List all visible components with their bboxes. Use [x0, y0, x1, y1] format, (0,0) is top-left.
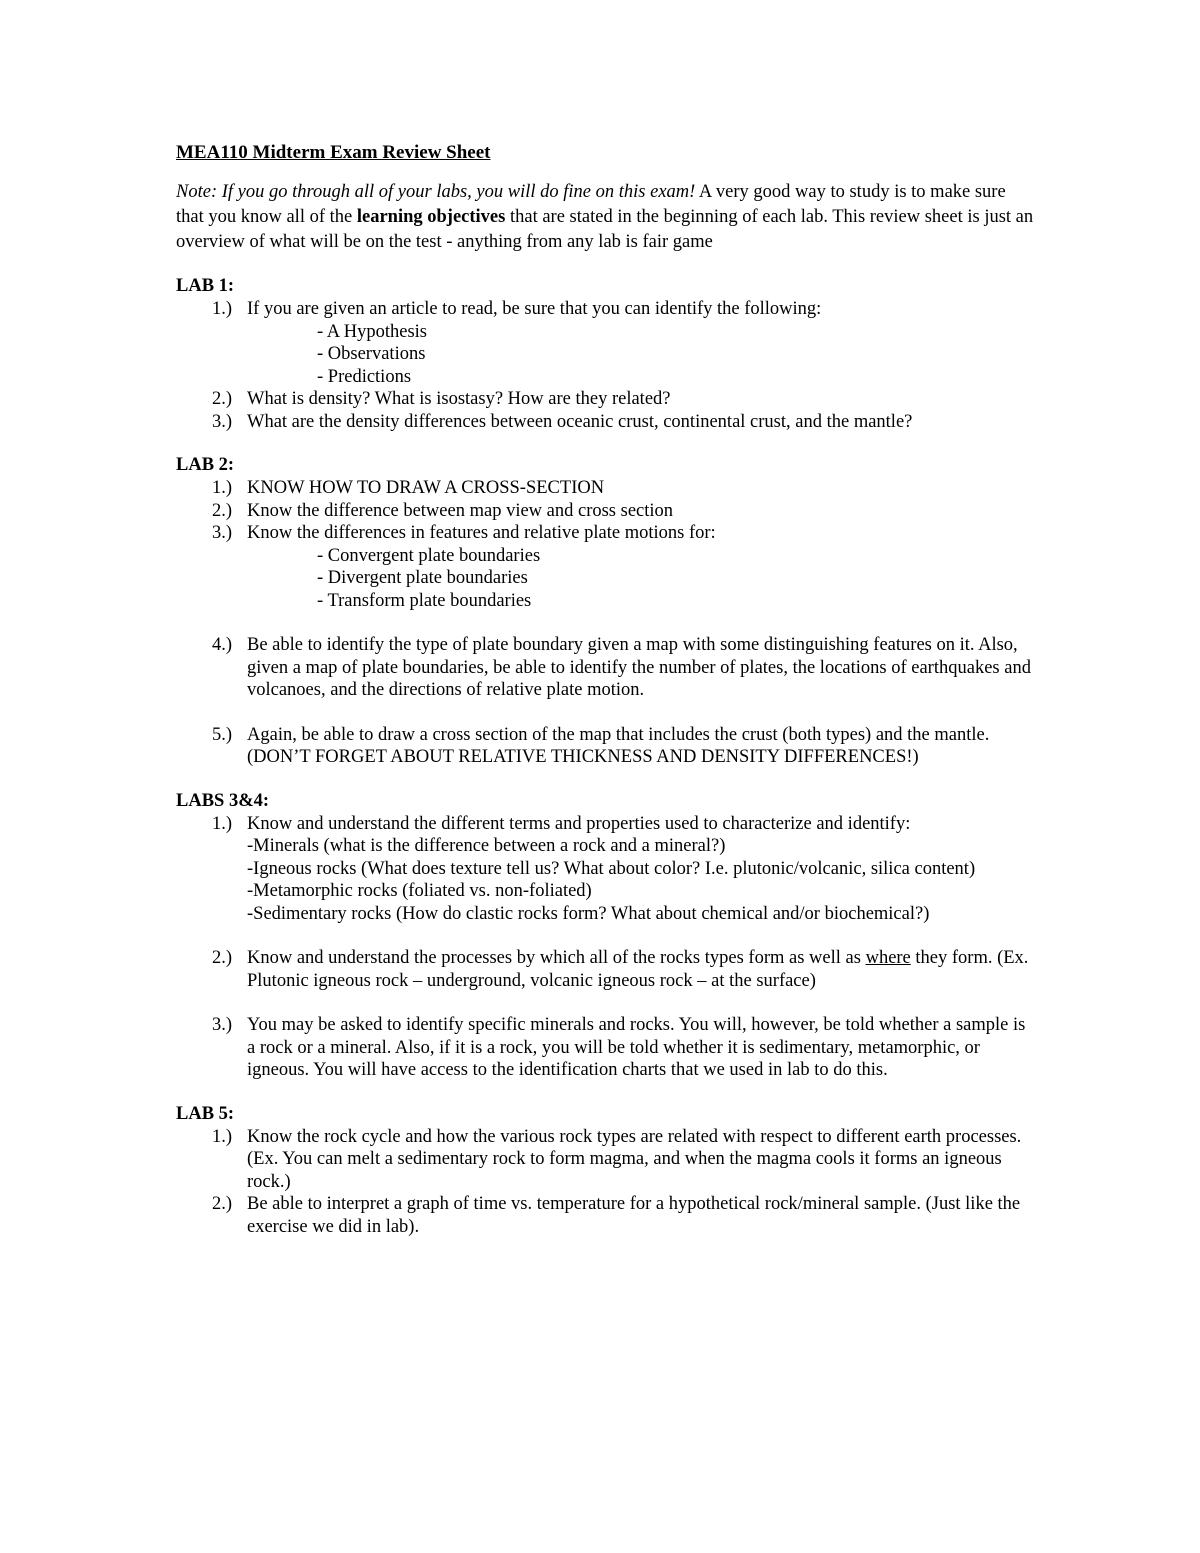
- list-item: [176, 947, 1036, 992]
- item-number: 2.): [212, 389, 233, 409]
- list-item: [176, 298, 1036, 321]
- item-number: 1.): [212, 813, 233, 834]
- item-text-underlined: where: [865, 948, 911, 968]
- sub-item: -Metamorphic rocks (foliated vs. non-foliated): [247, 881, 592, 901]
- item-text: Know the rock cycle and how the various rock types are related with respect to different earth processes. (Ex. You can melt a sedimentary rock to form magma, and when the magma cools it forms an igneous rock.): [247, 1126, 1022, 1192]
- list-item: [176, 1014, 1036, 1082]
- document-page: [176, 141, 1036, 1238]
- sub-item: -Minerals (what is the difference between a rock and a mineral?): [247, 836, 726, 856]
- item-text: What are the density differences between oceanic crust, continental crust, and the mantle?: [247, 411, 913, 432]
- sub-item: - Divergent plate boundaries: [317, 568, 528, 588]
- lab5-heading: LAB 5:: [176, 1103, 235, 1124]
- list-item: [176, 411, 1036, 434]
- item-number: 5.): [212, 724, 233, 745]
- note-bold: learning objectives: [356, 207, 506, 227]
- item-number: 1.): [212, 1126, 233, 1147]
- list-item: [176, 500, 1036, 523]
- item-number: 2.): [212, 1194, 233, 1214]
- item-number: 2.): [212, 500, 233, 521]
- list-item: [176, 634, 1036, 702]
- item-text: What is density? What is isostasy? How are they related?: [247, 389, 671, 409]
- list-item: [176, 522, 1036, 545]
- labs34-heading: LABS 3&4:: [176, 790, 270, 811]
- list-item: [176, 813, 1036, 836]
- item-text: Know and understand the different terms and properties used to characterize and identify:: [247, 813, 911, 834]
- sub-item: - Observations: [317, 344, 426, 364]
- page-title: MEA110 Midterm Exam Review Sheet: [176, 142, 491, 163]
- list-item: [176, 388, 1036, 411]
- item-number: 3.): [212, 1015, 233, 1035]
- sub-item: -Igneous rocks (What does texture tell us? What about color? I.e. plutonic/volcanic, silica content): [247, 858, 976, 879]
- lab1-heading: LAB 1:: [176, 276, 235, 296]
- sub-item: - Convergent plate boundaries: [317, 545, 541, 566]
- lab2-heading: LAB 2:: [176, 455, 235, 475]
- item-number: 1.): [212, 478, 233, 498]
- item-text-b: they form. (Ex. Plutonic igneous rock – underground, volcanic igneous rock – at the surface): [247, 948, 1029, 991]
- item-text: Know the difference between map view and cross section: [247, 500, 674, 521]
- sub-list: [176, 835, 1036, 925]
- sub-item: -Sedimentary rocks (How do clastic rocks form? What about chemical and/or biochemical?): [247, 903, 930, 924]
- item-number: 1.): [212, 299, 233, 319]
- note-text-1: A very good way to study is to make sure that you know all of the: [176, 182, 1006, 227]
- item-text: Be able to identify the type of plate boundary given a map with some distinguishing features on it. Also, given a map of plate boundaries, be able to identify the number of plates, the locations of earthquakes and volcanoes, and the directions of relative plate motion.: [247, 635, 1031, 700]
- item-text: KNOW HOW TO DRAW A CROSS-SECTION: [247, 478, 605, 498]
- list-item: [176, 1126, 1036, 1194]
- sub-item: - A Hypothesis: [317, 321, 427, 342]
- item-number: 3.): [212, 523, 233, 543]
- sub-item: - Transform plate boundaries: [317, 590, 532, 611]
- item-number: 2.): [212, 948, 233, 968]
- item-text: You may be asked to identify specific minerals and rocks. You will, however, be told whether a sample is a rock or a mineral. Also, if it is a rock, you will be told whether it is sedimentary, metamorphic, or igneous. You will have access to the identification charts that we used in lab to do this.: [247, 1015, 1026, 1080]
- intro-note: [176, 180, 1036, 255]
- item-number: 3.): [212, 411, 233, 432]
- item-text: Be able to interpret a graph of time vs. temperature for a hypothetical rock/mineral sample. (Just like the exercise we did in lab).: [247, 1194, 1021, 1237]
- list-item: [176, 477, 1036, 500]
- note-text-2: that are stated in the beginning of each lab. This review sheet is just an overview of what will be on the test - anything from any lab is fair game: [176, 207, 1034, 252]
- list-item: [176, 724, 1036, 769]
- item-text: Know the differences in features and relative plate motions for:: [247, 523, 716, 543]
- item-text: Again, be able to draw a cross section of the map that includes the crust (both types) and the mantle. (DON’T FORGET ABOUT RELATIVE THICKNESS AND DENSITY DIFFERENCES!): [247, 724, 990, 767]
- list-item: [176, 1193, 1036, 1238]
- item-number: 4.): [212, 635, 233, 655]
- note-italic: Note: If you go through all of your labs, you will do fine on this exam!: [176, 182, 696, 202]
- sub-item: - Predictions: [317, 366, 412, 387]
- item-text: If you are given an article to read, be sure that you can identify the following:: [247, 299, 822, 319]
- item-text-a: Know and understand the processes by which all of the rocks types form as well as: [247, 948, 866, 968]
